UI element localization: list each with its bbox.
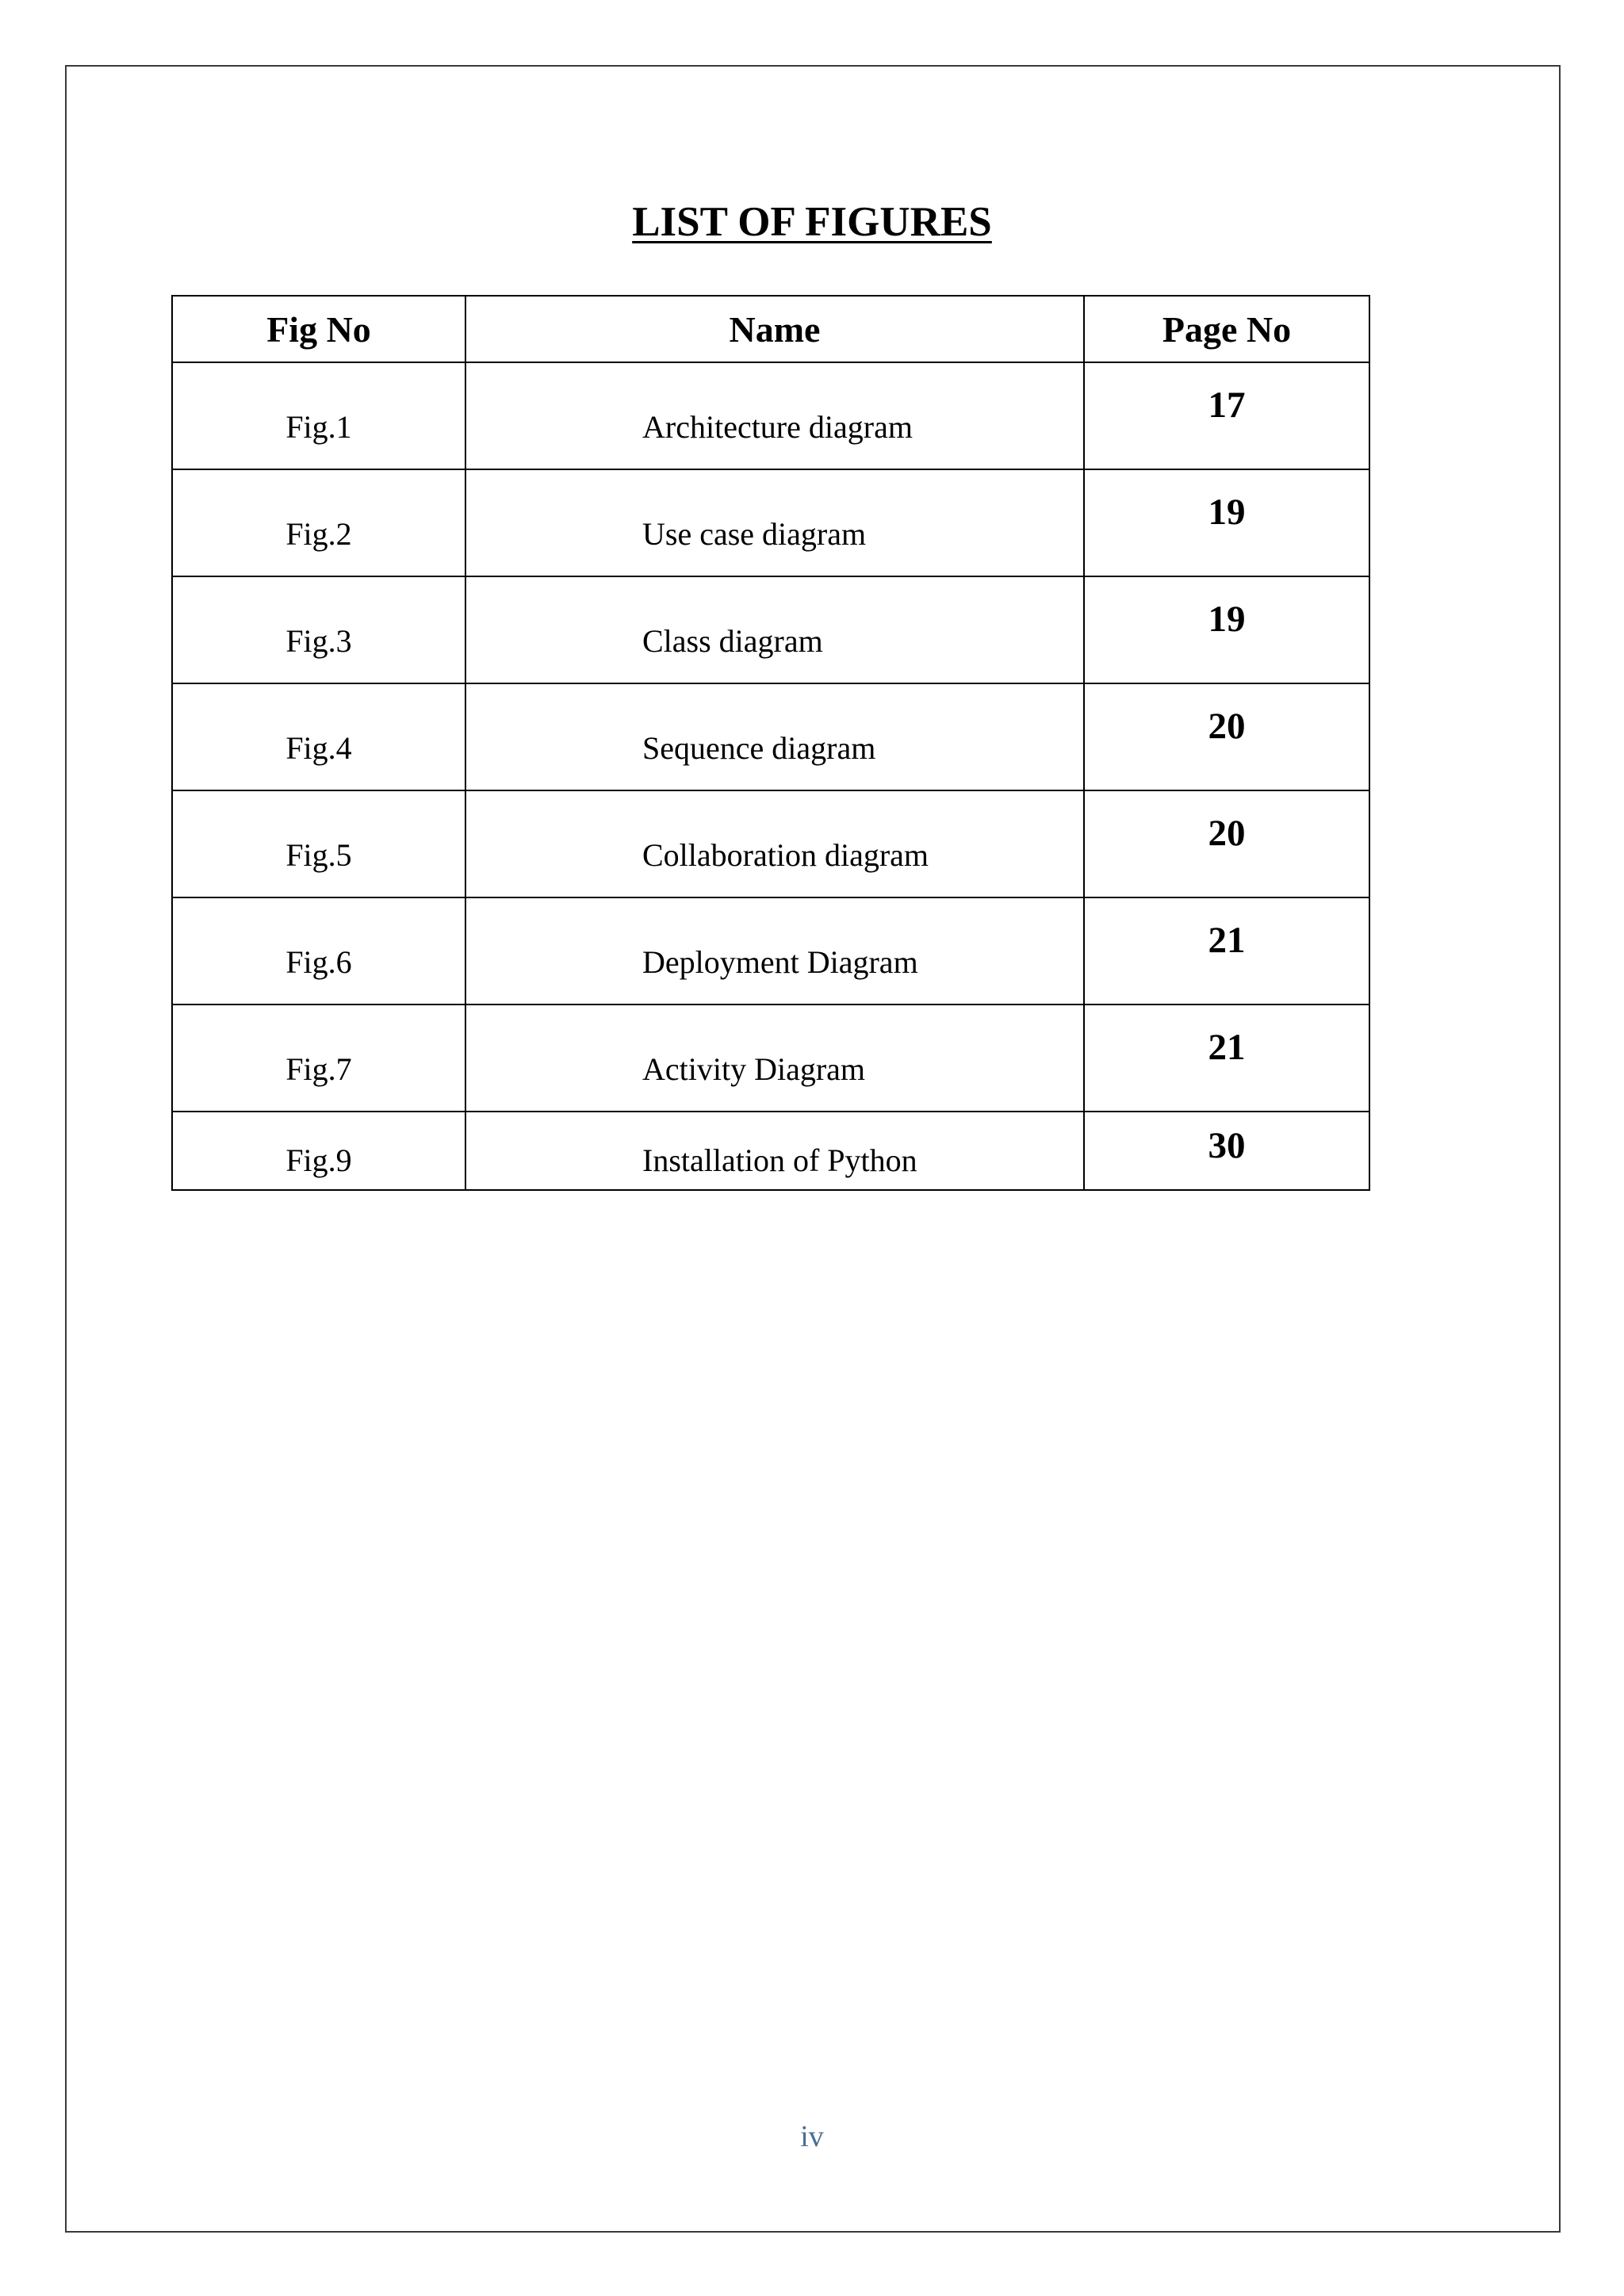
page-number-cell: 20 [1084, 790, 1369, 897]
page-number-cell: 19 [1084, 469, 1369, 576]
fig-name-cell: Use case diagram [465, 469, 1084, 576]
page-number-cell: 21 [1084, 897, 1369, 1004]
fig-name-cell: Activity Diagram [465, 1004, 1084, 1112]
table-row [172, 469, 1369, 576]
table-row [172, 790, 1369, 897]
fig-name-cell: Sequence diagram [465, 683, 1084, 790]
page-number-cell: 17 [1084, 362, 1369, 469]
fig-number-cell: Fig.1 [172, 362, 465, 469]
fig-name-cell: Architecture diagram [465, 362, 1084, 469]
fig-number-cell: Fig.9 [172, 1112, 465, 1190]
page-title: LIST OF FIGURES [632, 199, 992, 245]
fig-number-cell: Fig.7 [172, 1004, 465, 1112]
header-page-no: Page No [1084, 296, 1369, 362]
page-number-cell: 30 [1084, 1112, 1369, 1190]
fig-number-cell: Fig.6 [172, 897, 465, 1004]
page-number-footer: iv [800, 2120, 824, 2153]
header-name: Name [465, 296, 1084, 362]
header-fig-no: Fig No [172, 296, 465, 362]
table-row [172, 362, 1369, 469]
table-row [172, 683, 1369, 790]
fig-number-cell: Fig.3 [172, 576, 465, 683]
table-row [172, 576, 1369, 683]
table-row [172, 1004, 1369, 1112]
page-number-cell: 21 [1084, 1004, 1369, 1112]
list-of-figures-table [171, 295, 1370, 1191]
table-row [172, 1112, 1369, 1190]
fig-name-cell: Deployment Diagram [465, 897, 1084, 1004]
page-number-cell: 20 [1084, 683, 1369, 790]
fig-number-cell: Fig.2 [172, 469, 465, 576]
fig-number-cell: Fig.5 [172, 790, 465, 897]
fig-number-cell: Fig.4 [172, 683, 465, 790]
page-number-cell: 19 [1084, 576, 1369, 683]
fig-name-cell: Collaboration diagram [465, 790, 1084, 897]
fig-name-cell: Installation of Python [465, 1112, 1084, 1190]
table-header-row [172, 296, 1369, 362]
table-row [172, 897, 1369, 1004]
fig-name-cell: Class diagram [465, 576, 1084, 683]
